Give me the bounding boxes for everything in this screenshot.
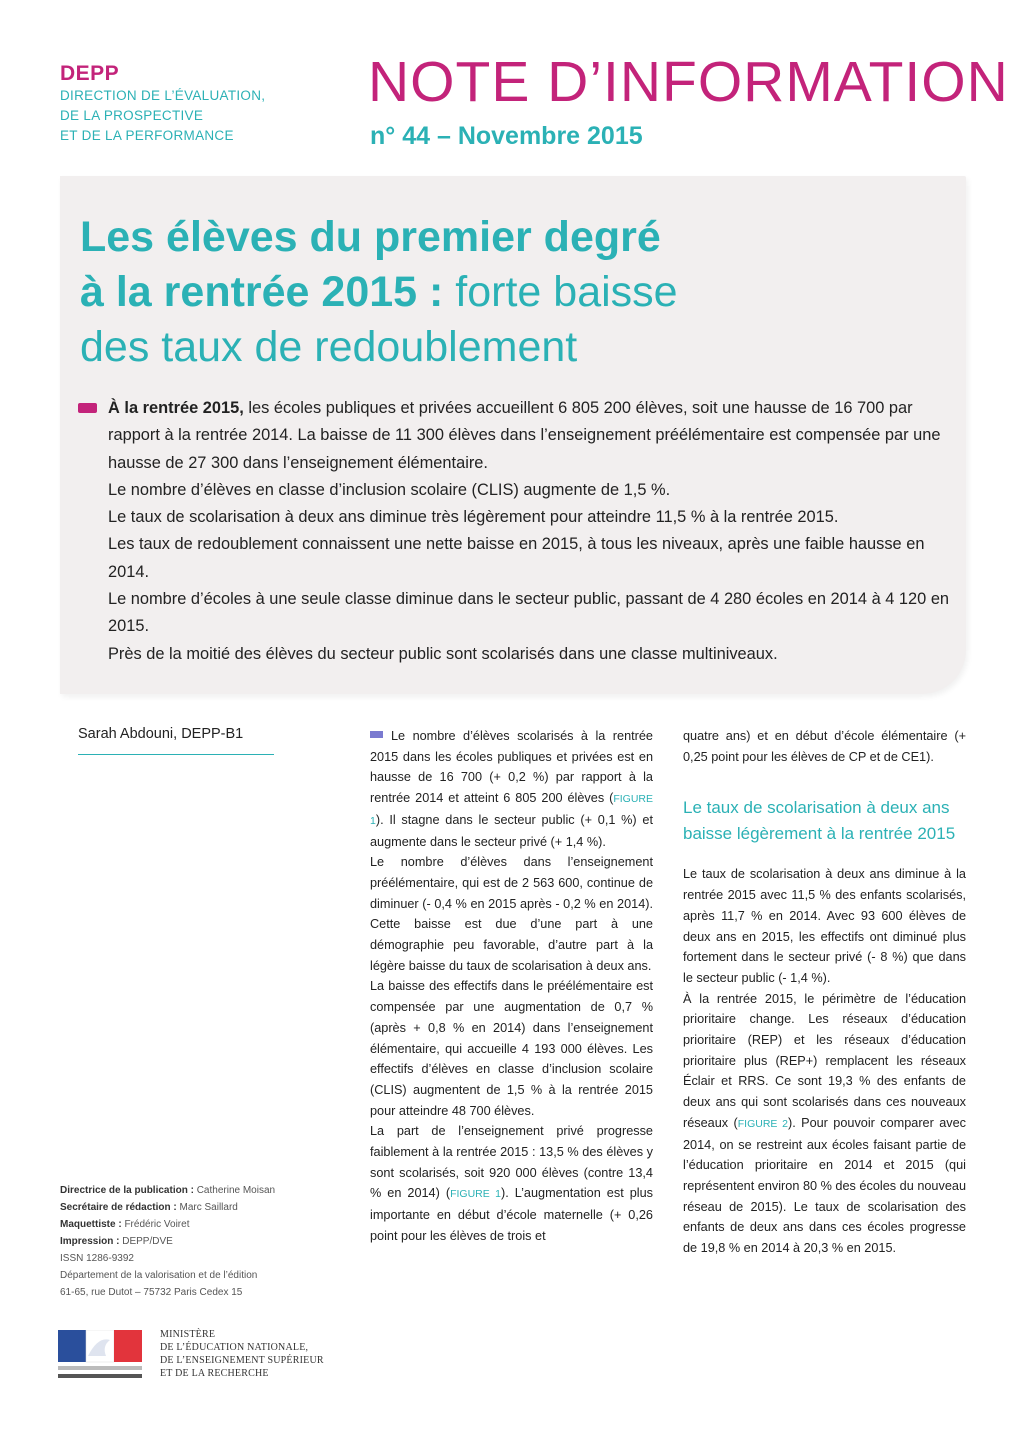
summary-p3: Le taux de scolarisation à deux ans diminue très légèrement pour atteindre 11,5 % à la rentrée 2015. — [108, 508, 839, 527]
summary-p6: Près de la moitié des élèves du secteur public sont scolarisés dans une classe multiniveaux. — [108, 644, 778, 663]
col1-p1 — [370, 726, 653, 852]
author: Sarah Abdouni, DEPP-B1 — [78, 726, 274, 755]
col1-p1-text-b: ). Il stagne dans le secteur public (+ 0,1 %) et augmente dans le secteur privé (+ 1,4 %). — [370, 812, 653, 849]
col2-p1: quatre ans) et en début d’école élémentaire (+ 0,25 point pour les élèves de CP et de CE1). — [683, 729, 966, 764]
summary-p4: Les taux de redoublement connaissent une nette baisse en 2015, à tous les niveaux, après une faible hausse en 2014. — [108, 535, 925, 581]
summary-paragraph — [78, 395, 963, 477]
col1-p3: La baisse des effectifs dans le préélémentaire est compensée par une augmentation de 0,7 % (après + 0,8 % en 2014) dans l’enseignement élémentaire, qui accueille 4 193 000 élèves. Les effectifs d’élèves en classe d’inclusion scolaire (CLIS) augmentent de 1,5 % à la rentrée 2015 pour atteindre 48 700 élèves. — [370, 979, 653, 1118]
credit-line — [60, 1182, 330, 1199]
col2-p2: Le taux de scolarisation à deux ans diminue à la rentrée 2015 avec 11,5 % des enfants scolarisés, après 11,7 % en 2014. Avec 93 600 élèves de deux ans en 2015, les effectifs ont diminué plus fortement dans le secteur privé (- 8 %) que dans le secteur public (- 1,4 %). — [683, 867, 966, 985]
bullet-marker-icon — [78, 403, 97, 413]
headline-line-2-bold: à la rentrée 2015 : — [80, 268, 444, 316]
col1-p4 — [370, 1121, 653, 1246]
credit-value: DEPP/DVE — [122, 1236, 173, 1247]
credit-key: Directrice de la publication : — [60, 1185, 194, 1196]
credit-line: 61-65, rue Dutot – 75732 Paris Cedex 15 — [60, 1287, 243, 1298]
ministry-line-2: DE L’ÉDUCATION NATIONALE, — [160, 1342, 309, 1353]
credit-key: Impression : — [60, 1236, 120, 1247]
publication-credits — [60, 1182, 330, 1301]
credit-line — [60, 1199, 330, 1216]
summary-p1: les écoles publiques et privées accueillent 6 805 200 élèves, soit une hausse de 16 700 par rapport à la rentrée 2014. La baisse de 11 300 élèves dans l’enseignement préélémentaire est compensée par une hausse de 27 300 dans l’enseignement élémentaire. — [108, 399, 941, 472]
summary-lead: À la rentrée 2015, — [108, 399, 244, 417]
org-name: DEPP — [60, 62, 120, 85]
org-line-3: ET DE LA PERFORMANCE — [60, 128, 234, 143]
credit-key: Secrétaire de rédaction : — [60, 1202, 177, 1213]
credit-line — [60, 1216, 330, 1233]
figure-1-link[interactable]: FIGURE 1 — [370, 793, 653, 827]
figure-2-link[interactable]: FIGURE 2 — [737, 1117, 788, 1130]
ministry-name — [160, 1328, 324, 1380]
credit-line: Département de la valorisation et de l’édition — [60, 1270, 258, 1281]
credit-value: Marc Saillard — [179, 1202, 238, 1213]
article-column-2 — [683, 726, 966, 1259]
issue-number: n° 44 – Novembre 2015 — [370, 122, 643, 150]
org-line-1: DIRECTION DE L’ÉVALUATION, — [60, 88, 266, 103]
col2-p3 — [683, 989, 966, 1259]
credit-line — [60, 1233, 330, 1250]
headline-line-2 — [80, 265, 960, 320]
headline-line-3: des taux de redoublement — [80, 323, 578, 371]
figure-1-link-2[interactable]: FIGURE 1 — [450, 1188, 501, 1201]
ministry-line-4: ET DE LA RECHERCHE — [160, 1368, 269, 1379]
col1-p4-text-b: ). L’augmentation est plus importante en début d’école maternelle (+ 0,26 point pour les élèves de trois et — [370, 1186, 653, 1243]
headline-line-1: Les élèves du premier degré — [80, 213, 661, 261]
org-line-2: DE LA PROSPECTIVE — [60, 108, 204, 123]
col2-p3-text-b: ). Pour pouvoir comparer avec 2014, on se restreint aux écoles faisant partie de l’éducation prioritaire en 2014 et 2015 (qui représentent environ 80 % des écoles du nouveau réseau de 2015). Le taux de scolarisation des enfants de deux ans dans ces écoles progresse de 19,8 % en 2014 à 20,3 % en 2015. — [683, 1115, 966, 1256]
summary-p2: Le nombre d’élèves en classe d’inclusion scolaire (CLIS) augmente de 1,5 %. — [108, 480, 671, 499]
ministry-line-1: MINISTÈRE — [160, 1329, 216, 1340]
credit-value: Catherine Moisan — [196, 1185, 276, 1196]
credit-value: Frédéric Voiret — [124, 1219, 190, 1230]
summary-p5: Le nombre d’écoles à une seule classe diminue dans le secteur public, passant de 4 280 écoles en 2014 à 4 120 en 2015. — [108, 590, 950, 636]
col1-p2: Le nombre d’élèves dans l’enseignement préélémentaire, qui est de 2 563 600, continue de diminuer (- 0,4 % en 2015 après - 0,2 % en 2014). Cette baisse est due d’une part à une démographie peu favorable, d’autre part à la légère baisse du taux de scolarisation à deux ans. — [370, 855, 653, 973]
section-heading: Le taux de scolarisation à deux ans baisse légèrement à la rentrée 2015 — [683, 798, 956, 843]
ministry-line-3: DE L’ENSEIGNEMENT SUPÉRIEUR — [160, 1355, 324, 1366]
credit-key: Maquettiste : — [60, 1219, 122, 1230]
summary-text — [78, 395, 963, 668]
article-column-1 — [370, 726, 653, 1247]
headline-line-2-light: forte baisse — [443, 268, 678, 316]
col1-p1-text-a: Le nombre d’élèves scolarisés à la rentrée 2015 dans les écoles publiques et privées est en hausse de 16 700 (+ 0,2 %) par rapport à la rentrée 2014 et atteint 6 805 200 élèves ( — [370, 729, 653, 806]
col1-p4-text-a: La part de l’enseignement privé progresse faiblement à la rentrée 2015 : 13,5 % des élèves y sont scolarisés, soit 920 000 élèves (contre 13,4 % en 2014) ( — [370, 1124, 653, 1201]
credit-line: ISSN 1286-9392 — [60, 1253, 134, 1264]
headline — [80, 210, 960, 375]
publication-title: NOTE D’INFORMATION — [368, 50, 1009, 114]
paragraph-marker-icon — [370, 731, 383, 738]
republique-francaise-logo-icon — [58, 1330, 144, 1382]
col2-p3-text-a: À la rentrée 2015, le périmètre de l’éducation prioritaire change. Les réseaux d’éducation prioritaire (REP) et les réseaux d’éducation prioritaire plus (REP+) remplacent les réseaux Éclair et RRS. Ce sont 19,3 % des enfants de deux ans qui sont scolarisés dans ces nouveaux réseaux ( — [683, 991, 966, 1130]
org-block — [60, 62, 265, 146]
